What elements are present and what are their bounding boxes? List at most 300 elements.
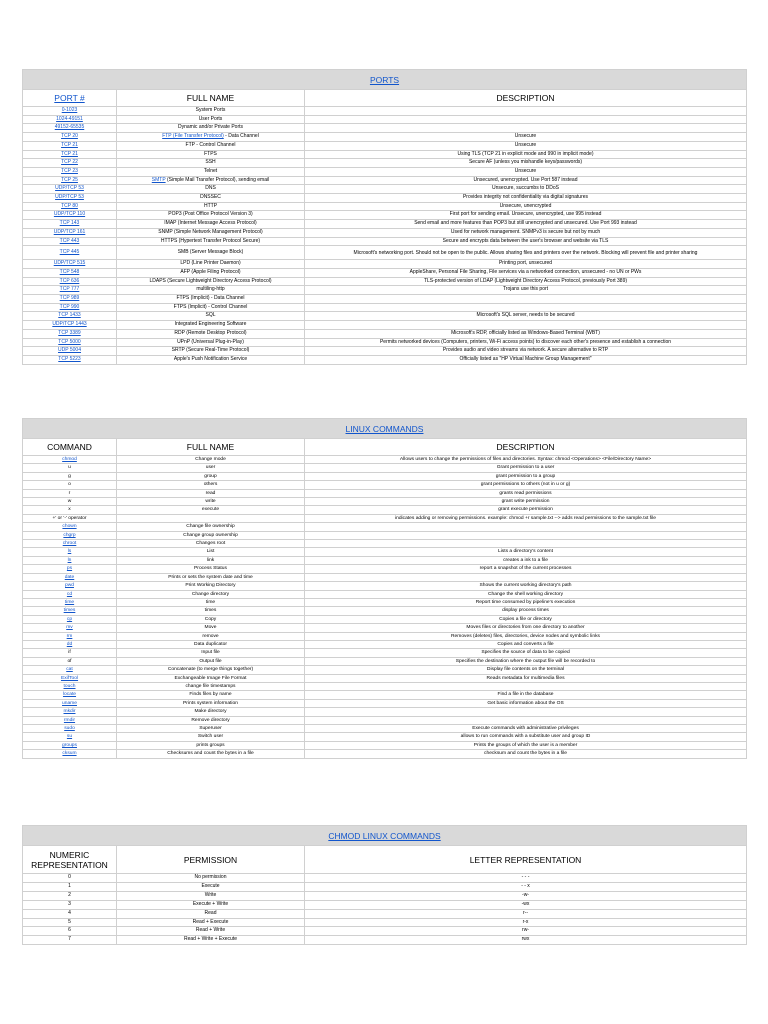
ports-cell-description: Unsecure bbox=[305, 167, 747, 176]
ports-cell-full-name: User Ports bbox=[117, 115, 305, 124]
linux-row bbox=[23, 573, 747, 581]
ports-cell-port[interactable]: TCP 80 bbox=[23, 202, 117, 211]
ports-cell-description: First port for sending email. Unsecure, unencrypted, use 995 instead bbox=[305, 211, 747, 220]
linux-cell-command[interactable]: date bbox=[23, 573, 117, 581]
linux-row bbox=[23, 607, 747, 615]
linux-cell-description: Find a file in the database bbox=[305, 691, 747, 699]
linux-row bbox=[23, 582, 747, 590]
linux-row bbox=[23, 699, 747, 707]
ports-cell-description: AppleShare, Personal File Sharing, File services via a networked connection, unsecured - no UN or PWs bbox=[305, 268, 747, 277]
chmod-cell-numeric: 0 bbox=[23, 874, 117, 883]
chmod-cell-letter: rwx bbox=[305, 936, 747, 945]
ports-cell-port[interactable]: TCP 21 bbox=[23, 141, 117, 150]
chmod-row bbox=[23, 936, 747, 945]
linux-cell-command[interactable]: groups bbox=[23, 741, 117, 749]
linux-cell-full-name: Switch user bbox=[117, 733, 305, 741]
chmod-row bbox=[23, 874, 747, 883]
ports-cell-full-name: FTPS (Implicit) - Control Channel bbox=[117, 303, 305, 312]
linux-cell-full-name bbox=[117, 514, 305, 522]
linux-cell-full-name: Concatenate (to merge things together) bbox=[117, 666, 305, 674]
linux-row bbox=[23, 472, 747, 480]
linux-cell-description: creates a ink to a file bbox=[305, 556, 747, 564]
linux-row bbox=[23, 481, 747, 489]
linux-cell-description: grant permissions to others (not in u or g) bbox=[305, 481, 747, 489]
ports-row bbox=[23, 150, 747, 159]
chmod-cell-numeric: 6 bbox=[23, 927, 117, 936]
linux-cell-description: Reads metadata for multimedia files bbox=[305, 674, 747, 682]
chmod-cell-letter: -wx bbox=[305, 900, 747, 909]
ports-cell-port[interactable]: 1024-49151 bbox=[23, 115, 117, 124]
ports-row bbox=[23, 338, 747, 347]
linux-cell-description bbox=[305, 682, 747, 690]
linux-row bbox=[23, 540, 747, 548]
linux-cell-command: of bbox=[23, 657, 117, 665]
ports-cell-port[interactable]: UDP/TCP 53 bbox=[23, 194, 117, 203]
linux-cell-full-name: remove bbox=[117, 632, 305, 640]
linux-cell-full-name: others bbox=[117, 481, 305, 489]
ports-row bbox=[23, 246, 747, 260]
ports-cell-port[interactable]: TCP 548 bbox=[23, 268, 117, 277]
linux-cell-description: Prints the groups of which the user is a member bbox=[305, 741, 747, 749]
linux-cell-full-name: Change file ownership bbox=[117, 523, 305, 531]
ports-header-description: DESCRIPTION bbox=[305, 90, 747, 107]
ports-row bbox=[23, 321, 747, 330]
ports-row bbox=[23, 329, 747, 338]
linux-table-body bbox=[23, 456, 747, 759]
ports-cell-port[interactable]: UDP/TCP 1443 bbox=[23, 321, 117, 330]
linux-cell-command: r bbox=[23, 489, 117, 497]
ports-row bbox=[23, 312, 747, 321]
chmod-cell-numeric: 1 bbox=[23, 882, 117, 891]
ports-cell-port[interactable]: TCP 143 bbox=[23, 220, 117, 229]
chmod-row bbox=[23, 891, 747, 900]
ports-row bbox=[23, 295, 747, 304]
linux-cell-command: x bbox=[23, 506, 117, 514]
linux-cell-full-name: Process Status bbox=[117, 565, 305, 573]
ports-cell-description: Unsecure bbox=[305, 133, 747, 142]
linux-cell-full-name: Change mode bbox=[117, 456, 305, 464]
ports-cell-description: TLS-protected version of LDAP (Lightweight Directory Access Protocol, previously Port 389) bbox=[305, 277, 747, 286]
linux-cell-description bbox=[305, 531, 747, 539]
linux-cell-description: Copies and converts a file bbox=[305, 640, 747, 648]
linux-cell-full-name: read bbox=[117, 489, 305, 497]
linux-cell-description: grant execute permission bbox=[305, 506, 747, 514]
ports-cell-description: Secure and encrypts data between the user's browser and website via TLS bbox=[305, 237, 747, 246]
ports-cell-description: Microsoft's RDP, officially listed as Windows-Based Terminal (WBT) bbox=[305, 329, 747, 338]
linux-row bbox=[23, 691, 747, 699]
linux-cell-description: grant permission to a group bbox=[305, 472, 747, 480]
ports-cell-port[interactable]: TCP 445 bbox=[23, 246, 117, 260]
ports-cell-full-name: Dynamic and/or Private Ports bbox=[117, 124, 305, 133]
linux-cell-description: Specifies the destination where the output file will be recorded to bbox=[305, 657, 747, 665]
linux-cell-command[interactable]: time bbox=[23, 598, 117, 606]
ports-cell-description: Used for network management. SNMPv3 is secure but not by much bbox=[305, 228, 747, 237]
linux-cell-command[interactable]: sudo bbox=[23, 725, 117, 733]
chmod-row bbox=[23, 882, 747, 891]
linux-cell-description bbox=[305, 573, 747, 581]
ports-cell-port[interactable]: TCP 636 bbox=[23, 277, 117, 286]
linux-cell-command[interactable]: ls bbox=[23, 548, 117, 556]
linux-row bbox=[23, 716, 747, 724]
chmod-header-numeric: NUMERIC REPRESENTATION bbox=[23, 846, 117, 874]
ports-row bbox=[23, 286, 747, 295]
ports-cell-port[interactable]: TCP 25 bbox=[23, 176, 117, 185]
chmod-cell-letter: - - x bbox=[305, 882, 747, 891]
ports-cell-description bbox=[305, 107, 747, 116]
linux-row bbox=[23, 514, 747, 522]
linux-row bbox=[23, 666, 747, 674]
linux-cell-command[interactable]: su bbox=[23, 733, 117, 741]
chmod-cell-numeric: 2 bbox=[23, 891, 117, 900]
chmod-cell-permission: Read + Write bbox=[117, 927, 305, 936]
chmod-row bbox=[23, 909, 747, 918]
ports-cell-full-name: HTTP bbox=[117, 202, 305, 211]
chmod-cell-permission: Read bbox=[117, 909, 305, 918]
ports-cell-full-name: SRTP (Secure Real-Time Protocol) bbox=[117, 347, 305, 356]
linux-cell-command[interactable]: ln bbox=[23, 556, 117, 564]
chmod-cell-permission: Read + Write + Execute bbox=[117, 936, 305, 945]
ports-cell-port[interactable]: 0-1023 bbox=[23, 107, 117, 116]
linux-cell-full-name: Input file bbox=[117, 649, 305, 657]
linux-cell-command[interactable]: rm bbox=[23, 632, 117, 640]
ports-row bbox=[23, 228, 747, 237]
ports-cell-port[interactable]: TCP 1433 bbox=[23, 312, 117, 321]
ports-cell-description: Officially listed as "HP Virtual Machine Group Management" bbox=[305, 355, 747, 364]
ports-cell-full-name: FTPS bbox=[117, 150, 305, 159]
chmod-table-body bbox=[23, 874, 747, 945]
ports-cell-description: Provides audio and video streams via network. A secure alternative to RTP bbox=[305, 347, 747, 356]
ports-cell-description: Unsecure bbox=[305, 141, 747, 150]
ports-row bbox=[23, 107, 747, 116]
ports-row bbox=[23, 355, 747, 364]
inline-link[interactable]: FTP (File Transfer Protocol) bbox=[162, 133, 224, 140]
linux-cell-command[interactable]: mv bbox=[23, 624, 117, 632]
ports-cell-port[interactable]: 49152-65535 bbox=[23, 124, 117, 133]
linux-commands-title-link[interactable]: LINUX COMMANDS bbox=[345, 423, 424, 434]
linux-cell-command[interactable]: pwd bbox=[23, 582, 117, 590]
ports-cell-full-name: DNSSEC bbox=[117, 194, 305, 203]
linux-cell-full-name: Remove directory bbox=[117, 716, 305, 724]
linux-cell-command[interactable]: touch bbox=[23, 682, 117, 690]
ports-row bbox=[23, 303, 747, 312]
linux-cell-description: indicates adding or removing permissions. example: chmod +r sample.txt --> adds read permissions to the sample.txt file bbox=[305, 514, 747, 522]
linux-cell-command[interactable]: dd bbox=[23, 640, 117, 648]
linux-row bbox=[23, 741, 747, 749]
linux-cell-command[interactable]: rmdir bbox=[23, 716, 117, 724]
linux-cell-full-name: Checksums and count the bytes in a file bbox=[117, 750, 305, 758]
linux-cell-description: Display file contents on the terminal bbox=[305, 666, 747, 674]
linux-cell-command[interactable]: locate bbox=[23, 691, 117, 699]
chmod-cell-numeric: 5 bbox=[23, 918, 117, 927]
ports-cell-full-name: RDP (Remote Desktop Protocol) bbox=[117, 329, 305, 338]
linux-cell-description: display process times bbox=[305, 607, 747, 615]
linux-cell-full-name: change file timestamps bbox=[117, 682, 305, 690]
ports-cell-full-name: LPD (Line Printer Daemon) bbox=[117, 260, 305, 269]
linux-cell-command[interactable]: chown bbox=[23, 523, 117, 531]
linux-row bbox=[23, 632, 747, 640]
ports-cell-full-name: IMAP (Internet Message Access Protocol) bbox=[117, 220, 305, 229]
ports-row bbox=[23, 268, 747, 277]
linux-cell-full-name: List bbox=[117, 548, 305, 556]
ports-cell-full-name: Telnet bbox=[117, 167, 305, 176]
ports-cell-full-name: SSH bbox=[117, 159, 305, 168]
linux-cell-command[interactable]: cd bbox=[23, 590, 117, 598]
ports-cell-port[interactable]: UDP/TCP 53 bbox=[23, 185, 117, 194]
ports-cell-description: Permits networked devices (Computers, printers, Wi-Fi access points) to discover each other's presence and establish a connection bbox=[305, 338, 747, 347]
linux-cell-description: grant write permission bbox=[305, 498, 747, 506]
linux-cell-command[interactable]: cksum bbox=[23, 750, 117, 758]
ports-cell-description: Unsecure, unencrypted bbox=[305, 202, 747, 211]
linux-cell-full-name: times bbox=[117, 607, 305, 615]
linux-row bbox=[23, 598, 747, 606]
linux-cell-full-name: Exchangeable Image File Format bbox=[117, 674, 305, 682]
linux-cell-description: Removes (deletes) files, directories, device nodes and symbolic links bbox=[305, 632, 747, 640]
linux-row bbox=[23, 708, 747, 716]
ports-row bbox=[23, 176, 747, 185]
linux-row bbox=[23, 649, 747, 657]
chmod-cell-permission: Read + Execute bbox=[117, 918, 305, 927]
linux-cell-description: Execute commands with administrative privileges bbox=[305, 725, 747, 733]
linux-cell-full-name: Superuser bbox=[117, 725, 305, 733]
ports-row bbox=[23, 194, 747, 203]
ports-cell-full-name: LDAPS (Secure Lightweight Directory Access Protocol) bbox=[117, 277, 305, 286]
ports-cell-full-name: multiling-http bbox=[117, 286, 305, 295]
linux-cell-command[interactable]: uname bbox=[23, 699, 117, 707]
linux-row bbox=[23, 750, 747, 758]
linux-row bbox=[23, 657, 747, 665]
linux-cell-command: if bbox=[23, 649, 117, 657]
linux-cell-description: report a snapshot of the current processes bbox=[305, 565, 747, 573]
ports-cell-port[interactable]: TCP 989 bbox=[23, 295, 117, 304]
linux-cell-command: w bbox=[23, 498, 117, 506]
linux-cell-command: u bbox=[23, 464, 117, 472]
linux-cell-full-name: Changes root bbox=[117, 540, 305, 548]
ports-cell-description: Unsecured, unencrypted. Use Port 587 instead bbox=[305, 176, 747, 185]
linux-cell-command[interactable]: cp bbox=[23, 615, 117, 623]
ports-cell-description: Trojans use this port bbox=[305, 286, 747, 295]
linux-row bbox=[23, 590, 747, 598]
chmod-cell-numeric: 3 bbox=[23, 900, 117, 909]
ports-cell-full-name: SMB (Server Message Block) bbox=[117, 246, 305, 260]
chmod-cell-numeric: 4 bbox=[23, 909, 117, 918]
linux-cell-full-name: time bbox=[117, 598, 305, 606]
ports-cell-port[interactable]: TCP 777 bbox=[23, 286, 117, 295]
ports-cell-description: Microsoft's SQL server, needs to be secured bbox=[305, 312, 747, 321]
linux-row bbox=[23, 640, 747, 648]
chmod-header-letter: LETTER REPRESENTATION bbox=[305, 846, 747, 874]
ports-row bbox=[23, 159, 747, 168]
ports-row bbox=[23, 124, 747, 133]
linux-cell-description: grants read permissions bbox=[305, 489, 747, 497]
linux-cell-full-name: Output file bbox=[117, 657, 305, 665]
linux-cell-full-name: Change group ownership bbox=[117, 531, 305, 539]
ports-row bbox=[23, 347, 747, 356]
ports-cell-port[interactable]: UDP/TCP 110 bbox=[23, 211, 117, 220]
chmod-cell-permission: No permission bbox=[117, 874, 305, 883]
ports-cell-description: Send email and more features than POP3 but still unencrypted and unsecured. Use Port 993 instead bbox=[305, 220, 747, 229]
linux-cell-description bbox=[305, 708, 747, 716]
ports-title-link[interactable]: PORTS bbox=[369, 74, 400, 85]
ports-header-full-name: FULL NAME bbox=[117, 90, 305, 107]
chmod-cell-letter: rw- bbox=[305, 927, 747, 936]
linux-cell-command: o bbox=[23, 481, 117, 489]
ports-cell-description bbox=[305, 303, 747, 312]
linux-cell-description bbox=[305, 523, 747, 531]
chmod-cell-permission: Execute + Write bbox=[117, 900, 305, 909]
ports-cell-port[interactable]: UDP 5004 bbox=[23, 347, 117, 356]
ports-cell-port[interactable]: TCP 20 bbox=[23, 133, 117, 142]
linux-cell-full-name: Prints system information bbox=[117, 699, 305, 707]
chmod-cell-permission: Write bbox=[117, 891, 305, 900]
linux-row bbox=[23, 682, 747, 690]
ports-cell-port[interactable]: UDP/TCP 515 bbox=[23, 260, 117, 269]
ports-row bbox=[23, 277, 747, 286]
ports-cell-full-name: FTP - Control Channel bbox=[117, 141, 305, 150]
chmod-table bbox=[22, 825, 747, 945]
ports-cell-full-name: SMTP (Simple Mail Transfer Protocol), sending email bbox=[117, 176, 305, 185]
linux-cell-full-name: Copy bbox=[117, 615, 305, 623]
ports-row bbox=[23, 220, 747, 229]
ports-header-port[interactable]: PORT # bbox=[23, 90, 117, 107]
chmod-cell-letter: - - - bbox=[305, 874, 747, 883]
ports-cell-full-name: FTP (File Transfer Protocol) - Data Channel bbox=[117, 133, 305, 142]
linux-row bbox=[23, 523, 747, 531]
linux-cell-full-name: Move bbox=[117, 624, 305, 632]
linux-header-description: DESCRIPTION bbox=[305, 439, 747, 456]
linux-cell-description: Specifies the source of data to be copied bbox=[305, 649, 747, 657]
ports-cell-port[interactable]: TCP 443 bbox=[23, 237, 117, 246]
linux-header-full-name: FULL NAME bbox=[117, 439, 305, 456]
linux-row bbox=[23, 548, 747, 556]
linux-cell-command: +' or '-' operator bbox=[23, 514, 117, 522]
ports-cell-port[interactable]: TCP 22 bbox=[23, 159, 117, 168]
ports-row bbox=[23, 133, 747, 142]
ports-cell-full-name: POP3 (Post Office Protocol Version 3) bbox=[117, 211, 305, 220]
linux-cell-description: Grant permission to a user bbox=[305, 464, 747, 472]
chmod-cell-numeric: 7 bbox=[23, 936, 117, 945]
linux-cell-full-name: execute bbox=[117, 506, 305, 514]
linux-row bbox=[23, 624, 747, 632]
linux-row bbox=[23, 733, 747, 741]
ports-cell-description: Provides integrity not confidentiality via digital signatures bbox=[305, 194, 747, 203]
ports-cell-port[interactable]: TCP 23 bbox=[23, 167, 117, 176]
chmod-title-link[interactable]: CHMOD LINUX COMMANDS bbox=[328, 830, 441, 841]
linux-cell-full-name: Make directory bbox=[117, 708, 305, 716]
ports-row bbox=[23, 167, 747, 176]
inline-link[interactable]: SMTP bbox=[151, 176, 166, 183]
linux-cell-full-name: Print Working Directory bbox=[117, 582, 305, 590]
ports-row bbox=[23, 141, 747, 150]
linux-cell-description bbox=[305, 716, 747, 724]
ports-cell-port[interactable]: TCP 5223 bbox=[23, 355, 117, 364]
linux-row bbox=[23, 556, 747, 564]
ports-row bbox=[23, 211, 747, 220]
linux-row bbox=[23, 674, 747, 682]
ports-cell-description bbox=[305, 295, 747, 304]
linux-row bbox=[23, 565, 747, 573]
linux-cell-full-name: Finds files by name bbox=[117, 691, 305, 699]
linux-cell-full-name: prints groups bbox=[117, 741, 305, 749]
linux-cell-description: Change the shell working directory bbox=[305, 590, 747, 598]
ports-cell-port[interactable]: TCP 990 bbox=[23, 303, 117, 312]
chmod-cell-letter: -w- bbox=[305, 891, 747, 900]
ports-cell-full-name: SNMP (Simple Network Management Protocol) bbox=[117, 228, 305, 237]
ports-cell-full-name: HTTPS (Hypertext Transfer Protocol Secure) bbox=[117, 237, 305, 246]
linux-cell-full-name: Prints or sets the system date and time bbox=[117, 573, 305, 581]
linux-row bbox=[23, 615, 747, 623]
ports-title bbox=[23, 70, 747, 90]
ports-cell-port[interactable]: TCP 21 bbox=[23, 150, 117, 159]
ports-cell-description bbox=[305, 124, 747, 133]
ports-cell-full-name: DNS bbox=[117, 185, 305, 194]
linux-row bbox=[23, 531, 747, 539]
ports-cell-full-name: System Ports bbox=[117, 107, 305, 116]
linux-cell-command[interactable]: ps bbox=[23, 565, 117, 573]
ports-row bbox=[23, 185, 747, 194]
ports-cell-description: Printing port, unsecured bbox=[305, 260, 747, 269]
chmod-cell-letter: r-- bbox=[305, 909, 747, 918]
linux-cell-description: Lists a directory's content bbox=[305, 548, 747, 556]
ports-row bbox=[23, 202, 747, 211]
linux-row bbox=[23, 498, 747, 506]
ports-row bbox=[23, 260, 747, 269]
linux-cell-command[interactable]: chmod bbox=[23, 456, 117, 464]
linux-cell-command[interactable]: cat bbox=[23, 666, 117, 674]
ports-cell-description bbox=[305, 321, 747, 330]
ports-cell-description: Secure AF (unless you mishandle keys/passwords) bbox=[305, 159, 747, 168]
ports-row bbox=[23, 237, 747, 246]
linux-cell-full-name: user bbox=[117, 464, 305, 472]
linux-cell-description: Shows the current working directory's path bbox=[305, 582, 747, 590]
linux-cell-command[interactable]: times bbox=[23, 607, 117, 615]
linux-cell-full-name: link bbox=[117, 556, 305, 564]
linux-cell-description: Report time consumed by pipeline's execution bbox=[305, 598, 747, 606]
ports-cell-description bbox=[305, 115, 747, 124]
linux-cell-command[interactable]: mkdir bbox=[23, 708, 117, 716]
ports-cell-port[interactable]: TCP 3389 bbox=[23, 329, 117, 338]
linux-cell-description: allows to run commands with a substitute user and group ID bbox=[305, 733, 747, 741]
ports-table-body bbox=[23, 107, 747, 365]
linux-cell-full-name: Data duplicator bbox=[117, 640, 305, 648]
ports-cell-full-name: FTPS (Implicit) - Data Channel bbox=[117, 295, 305, 304]
linux-cell-description: checksum and count the bytes in a file bbox=[305, 750, 747, 758]
linux-cell-command: g bbox=[23, 472, 117, 480]
ports-cell-port[interactable]: UDP/TCP 161 bbox=[23, 228, 117, 237]
linux-row bbox=[23, 456, 747, 464]
linux-cell-command[interactable]: chgrp bbox=[23, 531, 117, 539]
linux-header-command: COMMAND bbox=[23, 439, 117, 456]
chmod-title bbox=[23, 826, 747, 846]
linux-cell-description: Moves files or directories from one directory to another bbox=[305, 624, 747, 632]
ports-cell-port[interactable]: TCP 5000 bbox=[23, 338, 117, 347]
chmod-cell-letter: r-x bbox=[305, 918, 747, 927]
ports-row bbox=[23, 115, 747, 124]
chmod-row bbox=[23, 900, 747, 909]
ports-cell-full-name: UPnP (Universal Plug-in-Play) bbox=[117, 338, 305, 347]
linux-cell-description: Get basic information about the OS bbox=[305, 699, 747, 707]
linux-commands-title bbox=[23, 419, 747, 439]
linux-cell-description bbox=[305, 540, 747, 548]
ports-cell-description: Unsecure, succumbs to DDoS bbox=[305, 185, 747, 194]
linux-cell-full-name: Change directory bbox=[117, 590, 305, 598]
linux-row bbox=[23, 725, 747, 733]
chmod-row bbox=[23, 918, 747, 927]
ports-cell-full-name: Integrated Engineering Software bbox=[117, 321, 305, 330]
linux-cell-command[interactable]: ExifTool bbox=[23, 674, 117, 682]
linux-cell-full-name: write bbox=[117, 498, 305, 506]
linux-cell-command[interactable]: chroot bbox=[23, 540, 117, 548]
ports-table bbox=[22, 69, 747, 365]
